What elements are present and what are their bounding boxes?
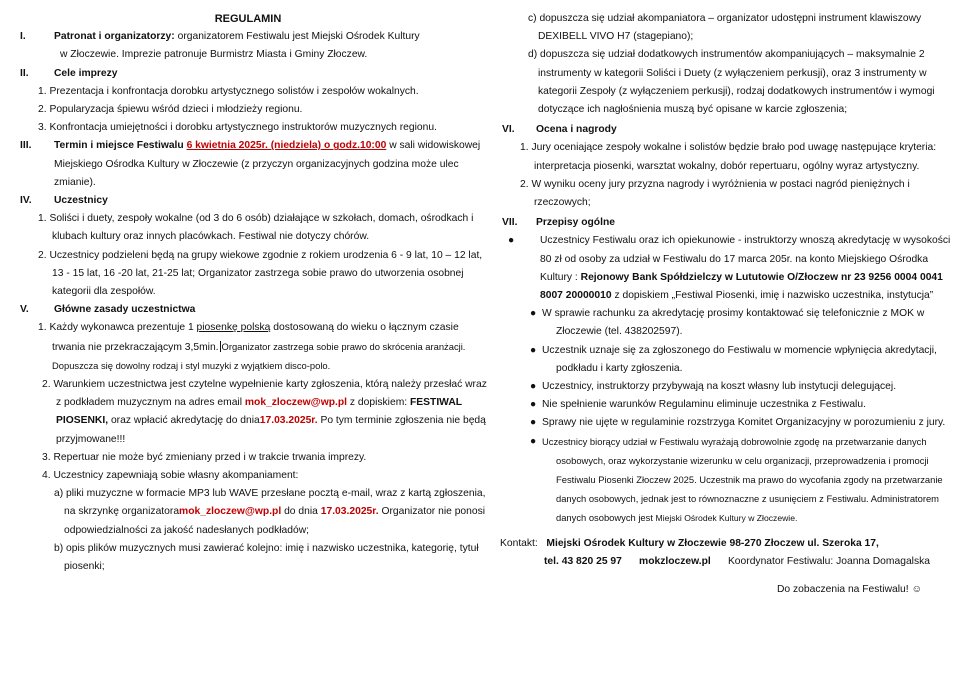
section-number: VI.	[502, 124, 515, 136]
section-title: Ocena i nagrody	[536, 124, 617, 136]
contact-website[interactable]: mokzloczew.pl	[639, 555, 711, 567]
sub-item: b) opis plików muzycznych musi zawierać kolejno: imię i nazwisko uczestnika, kategorię, tytuł piosenki;	[54, 542, 479, 573]
section-number: II.	[20, 67, 29, 79]
list-item: 2. Warunkiem uczestnictwa jest czytelne wypełnienie karty zgłoszenia, którą należy przesłać wraz z podkładem muzycznym na adres email mok_zloczew@wp.pl z dopiskiem: FESTIWAL PIOSENKI, oraz wpłacić akredytację do dnia17.03.2025r. Po tym terminie zgłoszenia nie będą przyjmowane!!!	[42, 379, 487, 445]
bullet-item: ● Uczestnicy biorący udział w Festiwalu wyrażają dobrowolnie zgodę na przetwarzanie danych osobowych, oraz wykorzystanie wizerunku w celu organizacji, przeprowadzenia i promocji Festiwalu Piosenki Złoczew 2025. Uczestnik ma prawo do wycofania zgody na przetwarzanie danych osobowych, jednak jest to równoznaczne z usunięciem z Festiwalu. Administratorem danych osobowych jest Miejski Ośrodek Kultury w Złoczewie.	[500, 433, 962, 529]
bullet-item: ● W sprawie rachunku za akredytację prosimy kontaktować się telefonicznie z MOK w Złoczewie (tel. 438202597).	[500, 305, 962, 341]
contact-label: Kontakt:	[500, 537, 538, 549]
text-cursor	[220, 341, 221, 352]
list-item: 1. Każdy wykonawca prezentuje 1 piosenkę polską dostosowaną do wieku o łącznym czasie trwania nie przekraczającym 3,5min. Organizator zastrzega sobie prawo do skrócenia aranżacji. Dopuszcza się dowolny rodzaj i styl muzyki z wyjątkiem disco-polo.	[38, 322, 466, 371]
bullet-item: ● Uczestnik uznaje się za zgłoszonego do Festiwalu w momencie wpłynięcia akredytacji, podkładu i karty zgłoszenia.	[500, 342, 962, 378]
list-item: 2. Uczestnicy podzieleni będą na grupy wiekowe zgodnie z rokiem urodzenia 6 - 9 lat, 10 – 12 lat, 13 - 15 lat, 16 -20 lat, 21-25 lat; Organizator zastrzega sobie prawo do utworzenia osobnej kategorii dla zespołów.	[38, 249, 483, 298]
bullet-icon: ●	[530, 435, 537, 447]
bank-name: Rejonowy Bank Spółdzielczy w Lututowie O/Złoczew	[580, 271, 839, 283]
list-item: 3. Repertuar nie może być zmieniany przed i w trakcie trwania imprezy.	[42, 451, 367, 463]
section-title: Termin i miejsce Festiwalu	[54, 140, 184, 152]
list-item: 4. Uczestnicy zapewniają sobie własny akompaniament:	[42, 470, 299, 482]
list-item: 2. W wyniku oceny jury przyzna nagrody i wyróżnienia w postaci nagród pieniężnych i rzeczowych;	[520, 178, 910, 209]
deadline-date: 17.03.2025r.	[320, 506, 379, 518]
bullet-icon: ●	[530, 381, 537, 393]
list-item: 1. Prezentacja i konfrontacja dorobku artystycznego solistów i zespołów wokalnych.	[38, 85, 419, 97]
section-title: Główne zasady uczestnictwa	[54, 304, 196, 316]
section-title: Patronat i organizatorzy:	[54, 31, 175, 43]
account-number: nr 23 9256 0004 0041 8007 20000010	[540, 271, 943, 302]
sub-item: c) dopuszcza się udział akompaniatora – organizator udostępni instrument klawiszowy DEXIBELL VIVO H7 (stagepiano);	[528, 13, 922, 43]
sub-item: a) pliki muzyczne w formacie MP3 lub WAVE przesłane pocztą e-mail, wraz z kartą zgłoszenia, na skrzynkę organizatoramok_zloczew@wp.pl do dnia 17.03.2025r. Organizator nie ponosi odpowiedzialności za jakość nadesłanych podkładów;	[54, 488, 486, 536]
list-item: 3. Konfrontacja umiejętności i dorobku artystycznego instruktorów muzycznych regionu.	[38, 122, 437, 134]
email-link[interactable]: mok_zloczew@wp.pl	[244, 397, 348, 409]
section-title: Przepisy ogólne	[536, 217, 615, 229]
contact-organization: Miejski Ośrodek Kultury w Złoczewie 98-270 Złoczew ul. Szeroka 17,	[546, 537, 879, 549]
section-number: VII.	[502, 217, 518, 229]
contact-block	[500, 535, 962, 571]
section-participants	[18, 192, 488, 210]
bullet-icon: ●	[508, 235, 515, 247]
bullet-item: ● Uczestnicy Festiwalu oraz ich opiekunowie - instruktorzy wnoszą akredytację w wysokości 80 zł od osoby za udział w Festiwalu do 17 marca 205r. na konto Miejskiego Ośrodka Kultury : Rejonowy Bank Spółdzielczy w Lututowie O/Złoczew nr 23 9256 0004 0041 8007 20000010 z dopiskiem „Festiwal Piosenki, imię i nazwisko uczestnika, instytucja”	[500, 232, 962, 305]
right-column	[500, 10, 962, 599]
section-number: III.	[20, 140, 32, 152]
contact-phone[interactable]: tel. 43 820 25 97	[544, 555, 622, 567]
section-general	[500, 214, 962, 232]
email-link[interactable]: mok_zloczew@wp.pl	[179, 506, 282, 518]
document-title: REGULAMIN	[214, 13, 282, 25]
section-title: Cele imprezy	[54, 67, 118, 79]
section-goals	[18, 65, 488, 83]
bullet-item: ● Uczestnicy, instruktorzy przybywają na koszt własny lub instytucji delegującej.	[500, 378, 962, 396]
section-date-place: III. Termin i miejsce Festiwalu 6 kwietnia 2025r. (niedziela) o godz.10:00 w sali widowiskowej Miejskiego Ośrodka Kultury w Złoczewie (z przyczyn organizacyjnych godzina może ulec zmianie).	[18, 137, 488, 192]
deadline-date: 17.03.2025r.	[259, 415, 318, 427]
bullet-item: ● Sprawy nie ujęte w regulaminie rozstrzyga Komitet Organizacyjny w porozumieniu z jury.	[500, 414, 962, 432]
list-item: 1. Soliści i duety, zespoły wokalne (od 3 do 6 osób) działające w szkołach, domach, ośrodkach i klubach kultury oraz innych placówkach. Festiwal nie dotyczy chórów.	[38, 213, 474, 243]
sub-item: d) dopuszcza się udział dodatkowych instrumentów akompaniujących – maksymalnie 2 instrumenty w kategorii Soliści i Duety (z wyłączeniem perkusji), oraz 3 instrumenty w kategorii Zespoły (z wyłączeniem perkusji), rodzaj dodatkowych instrumentów i wymogi dotyczące ich nagłośnienia muszą być opisane w karcie zgłoszenia;	[528, 49, 935, 116]
section-number: I.	[20, 31, 26, 43]
section-number: V.	[20, 304, 29, 316]
bullet-icon: ●	[530, 344, 537, 356]
bullet-icon: ●	[530, 308, 537, 320]
festival-date: 6 kwietnia 2025r. (niedziela) o godz.10:00	[186, 140, 387, 152]
bullet-item: ● Nie spełnienie warunków Regulaminu eliminuje uczestnika z Festiwalu.	[500, 396, 962, 414]
section-number: IV.	[20, 195, 32, 207]
bullet-icon: ●	[530, 399, 537, 411]
section-rules	[18, 301, 488, 319]
list-item: 2. Popularyzacja śpiewu wśród dzieci i młodzieży regionu.	[38, 104, 303, 116]
contact-coordinator: Koordynator Festiwalu: Joanna Domagalska	[727, 555, 930, 567]
section-patronage: I. Patronat i organizatorzy: organizatorem Festiwalu jest Miejski Ośrodek Kultury w Złoczewie. Imprezie patronuje Burmistrz Miasta i Gminy Złoczew.	[18, 28, 488, 64]
left-column	[18, 10, 488, 576]
list-item: 1. Jury oceniające zespoły wokalne i solistów będzie brało pod uwagę następujące kryteria: interpretacja piosenki, warsztat wokalny, dobór repertuaru, ogólny wyraz artystyczny.	[520, 142, 937, 172]
farewell-text: Do zobaczenia na Festiwalu! ☺	[776, 584, 922, 596]
section-awards	[500, 121, 962, 139]
bullet-icon: ●	[530, 417, 537, 429]
section-title: Uczestnicy	[54, 195, 108, 207]
